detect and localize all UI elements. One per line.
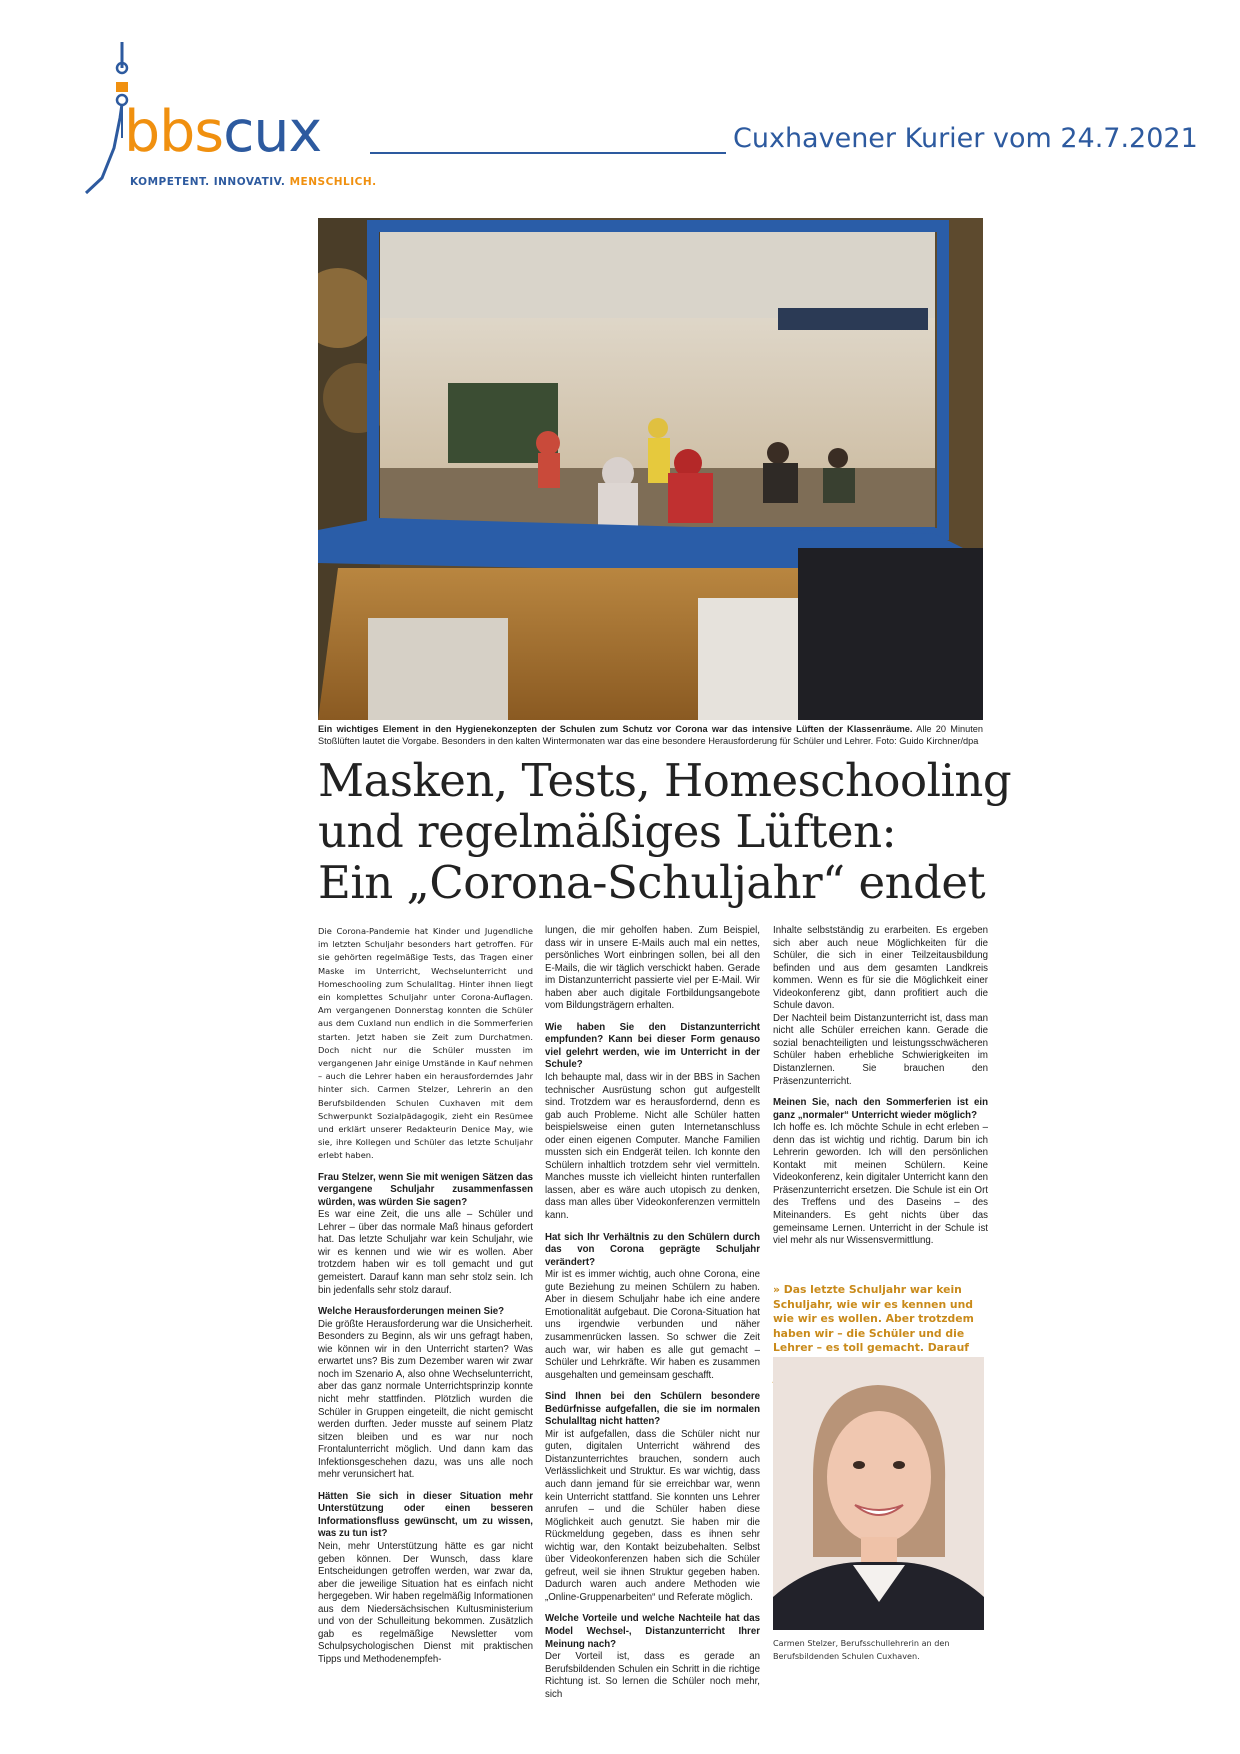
interview-answer: Mir ist es immer wichtig, auch ohne Corona, eine gute Beziehung zu meinen Schülern zu haben. Aber in diesem Schuljahr habe ich eine andere Emotionalität aufgebaut. Die Corona-Situation hat uns irgendwie verbunden und näher zusammenrücken lassen. So schwer die Zeit auch war, wir haben es alle gut gemacht – Schüler und Lehrkräfte. Wir haben es zusammen ausgehalten und gemeinsam geschafft. (545, 1269, 760, 1381)
pull-quote: » Das letzte Schuljahr war kein Schuljahr, wie wir es kennen und wie wir es wollen. Aber trotzdem haben wir – die Schüler und die Lehrer – es toll gemacht. Darauf (773, 1283, 974, 1355)
headline-line-1: Masken, Tests, Homeschooling (318, 754, 1012, 807)
interview-question: Hat sich Ihr Verhältnis zu den Schülern durch das von Corona geprägte Schuljahr verändert? (545, 1231, 760, 1268)
headline-line-2: und regelmäßiges Lüften: (318, 805, 897, 858)
bbscux-logo (82, 38, 377, 198)
logo-wordmark: bbscux (124, 99, 322, 165)
interview-question: Welche Herausforderungen meinen Sie? (318, 1306, 505, 1318)
headline-line-3: Ein „Corona-Schuljahr“ endet (318, 856, 986, 909)
interview-answer: lungen, die mir geholfen haben. Zum Beispiel, dass wir in unsere E-Mails auch mal ein nettes, persönliches Wort einbringen sollen, bei all den E-Mails, die wir täglich verschickt haben. Gerade im Distanzunterricht passierte viel per E-Mail. Wir haben aber auch digitale Fortbildungsangebote vom Bildungsträgern erhalten. (545, 925, 760, 1012)
interview-question: Frau Stelzer, wenn Sie mit wenigen Sätzen das vergangene Schuljahr zusammenfassen würden, was würden Sie sagen? (318, 1171, 533, 1208)
photo-credit: Foto: Guido Kirchner/dpa (875, 736, 979, 746)
article-intro: Die Corona-Pandemie hat Kinder und Jugendliche im letzten Schuljahr besonders hart getroffen. Für sie gehörten regelmäßige Tests, das Tragen einer Maske im Unterricht, Wechselunterricht und Homeschooling zum Schulalltag. Hinter ihnen liegt ein komplettes Schuljahr unter Corona-Auflagen. Am vergangenen Donnerstag konnten die Schüler aus dem Cuxland nun endlich in die Sommerferien starten. Jetzt haben sie Zeit zum Durchatmen. Doch nicht nur die Schüler mussten im vergangenen Jahr einige Umstände in Kauf nehmen – auch die Lehrer haben ein herausforderndes Jahr hinter sich. Carmen Stelzer, Lehrerin an den Berufsbildenden Schulen Cuxhaven mit dem Schwerpunkt Sozialpädagogik, zieht ein Resümee und erklärt unserer Redakteurin Denice May, wie sie, ihre Kollegen und Schüler das letzte Schuljahr erlebt haben. (318, 926, 533, 1161)
interview-question: Hätten Sie sich in dieser Situation mehr Unterstützung oder einen besseren Informationsfluss gewünscht, um zu wissen, was zu tun ist? (318, 1490, 533, 1540)
photo-caption: Ein wichtiges Element in den Hygienekonzepten der Schulen zum Schutz vor Corona war das intensive Lüften der Klassenräume. Alle 20 Minuten Stoßlüften lautet die Vorgabe. Besonders in den kalten Wintermonaten war das eine besondere Herausforderung für Schüler und Lehrer. Foto: Guido Kirchner/dpa (318, 724, 983, 746)
portrait-caption: Carmen Stelzer, Berufsschullehrerin an den Berufsbildenden Schulen Cuxhaven. (773, 1638, 950, 1661)
interview-answer: Die größte Herausforderung war die Unsicherheit. Besonders zu Beginn, als wir uns gefragt haben, wie können wir in den Unterricht starten? Was erwartet uns? Bis zum Dezember waren wir zwar noch im Szenario A, also ohne Wechselunterricht, aber das ganz normale Unterrichtsprinzip konnte nicht mehr stattfinden. Plötzlich wurden die Schüler in Gruppen eingeteilt, die nicht gemischt werden durften. Jeder musste auf seinem Platz sitzen bleiben und es war nur noch Frontalunterricht möglich. Und dann kam das Infektionsgeschehen dazu, was uns alle noch mehr verunsichert hat. (318, 1318, 533, 1481)
article-column-1 (318, 925, 533, 1673)
interview-answer: Ich behaupte mal, dass wir in der BBS in Sachen technischer Ausrüstung schon gut aufgestellt sind. Trotzdem war es herausfordernd, denn es gab auch Probleme. Nicht alle Schüler hatten beispielsweise einen guten Internetanschluss oder einen eigenen Computer. Manche Familien mussten sich ein Endgerät teilen. Ich konnte den Schülern inhaltlich trotzdem sehr viel vermitteln. Manches musste ich vielleicht hinten runterfallen lassen, aber es wäre auch utopisch zu denken, dass man alles über Videokonferenzen vermitteln kann. (545, 1072, 760, 1222)
interview-answer: Der Vorteil ist, dass es gerade an Berufsbildenden Schulen ein Schritt in die richtige Richtung ist. So lernen die Schüler noch mehr, sich (545, 1651, 760, 1700)
interview-question: Wie haben Sie den Distanzunterricht empfunden? Kann bei dieser Form genauso viel gelehrt werden, wie im Unterricht in der Schule? (545, 1021, 760, 1071)
portrait-photo (773, 1357, 984, 1630)
interview-answer: Mir ist aufgefallen, dass die Schüler nicht nur guten, digitalen Unterricht während des Distanzunterrichtes brauchen, sondern auch Verlässlichkeit und Struktur. Es war wichtig, dass auch dann jemand für sie erreichbar war, wenn kein Unterricht stattfand. Sie konnten uns Lehrer anrufen – und die Schüler haben diese Möglichkeit auch genutzt. Sie haben mir die Rückmeldung gegeben, dass es ihnen sehr wichtig war, den Kontakt beizubehalten. Selbst über Videokonferenzen haben sich die Schüler gefreut, weil sie ihnen Struktur gegeben haben. Dadurch waren auch andere Methoden wie „Online-Gruppenarbeiten“ und Referate möglich. (545, 1428, 760, 1603)
interview-answer: Nein, mehr Unterstützung hätte es gar nicht geben können. Der Wunsch, dass klare Entscheidungen getroffen werden, war zwar da, aber die jeweilige Situation hat es einfach nicht hergegeben. Wir haben regelmäßig Informationen aus dem Niedersächsischen Kultusministerium und von der Schulleitung bekommen. Zusätzlich gab es regelmäßige Newsletter vom Schulpsychologischen Dienst mit praktischen Tipps und Methodenempfeh- (318, 1540, 533, 1665)
interview-question: Meinen Sie, nach den Sommerferien ist ein ganz „normaler“ Unterricht wieder möglich? (773, 1097, 988, 1121)
source-line: Cuxhavener Kurier vom 24.7.2021 (733, 123, 1198, 154)
article-headline (318, 754, 1012, 909)
article-column-2 (545, 925, 760, 1708)
logo-tagline: KOMPETENT. INNOVATIV. MENSCHLICH. (130, 176, 377, 188)
interview-answer: Ich hoffe es. Ich möchte Schule in echt erleben – denn das ist wichtig und richtig. Darum bin ich Lehrerin geworden. Ich will den persönlichen Kontakt mit meinen Schülern. Keine Videokonferenz, kein digitaler Unterricht kann den Präsenzunterricht ersetzen. Die Schule ist ein Ort des Treffens und des Daseins – des Miteinanders. Es geht nichts über das gemeinsame Lernen. Unterricht in der Schule ist viel mehr als nur Wissensvermittlung. (773, 1122, 988, 1247)
interview-question: Welche Vorteile und welche Nachteile hat das Model Wechsel-, Distanzunterricht Ihrer Meinung nach? (545, 1613, 760, 1650)
article-column-3 (773, 925, 988, 1255)
header-rule (370, 152, 726, 154)
classroom-photo (318, 218, 983, 720)
interview-answer: Inhalte selbstständig zu erarbeiten. Es ergeben sich aber auch neue Möglichkeiten für die Schüler, die sich in einer Teilzeitausbildung befinden und aus dem gesamten Landkreis kommen. Wenn es für sie die Möglichkeit einer Videokonferenz gibt, dann profitiert auch die Schule davon. (773, 925, 988, 1012)
interview-answer: Es war eine Zeit, die uns alle – Schüler und Lehrer – über das normale Maß hinaus gefordert hat. Das letzte Schuljahr war kein Schuljahr, wie wir es kennen und wie wir es wollen. Aber trotzdem haben wir es toll gemacht und gut gemeistert. Darauf kann man sehr stolz sein. Ich bin jedenfalls sehr stolz darauf. (318, 1209, 533, 1296)
interview-question: Sind Ihnen bei den Schülern besondere Bedürfnisse aufgefallen, die sie im normalen Schulalltag nicht hatten? (545, 1391, 760, 1428)
interview-answer: Der Nachteil beim Distanzunterricht ist, dass man nicht alle Schüler erreichen kann. Gerade die sozial benachteiligten und leistungsschwächeren Schüler haben erhebliche Schwierigkeiten im Distanzlernen. Sie brauchen den Präsenzunterricht. (773, 1012, 988, 1087)
